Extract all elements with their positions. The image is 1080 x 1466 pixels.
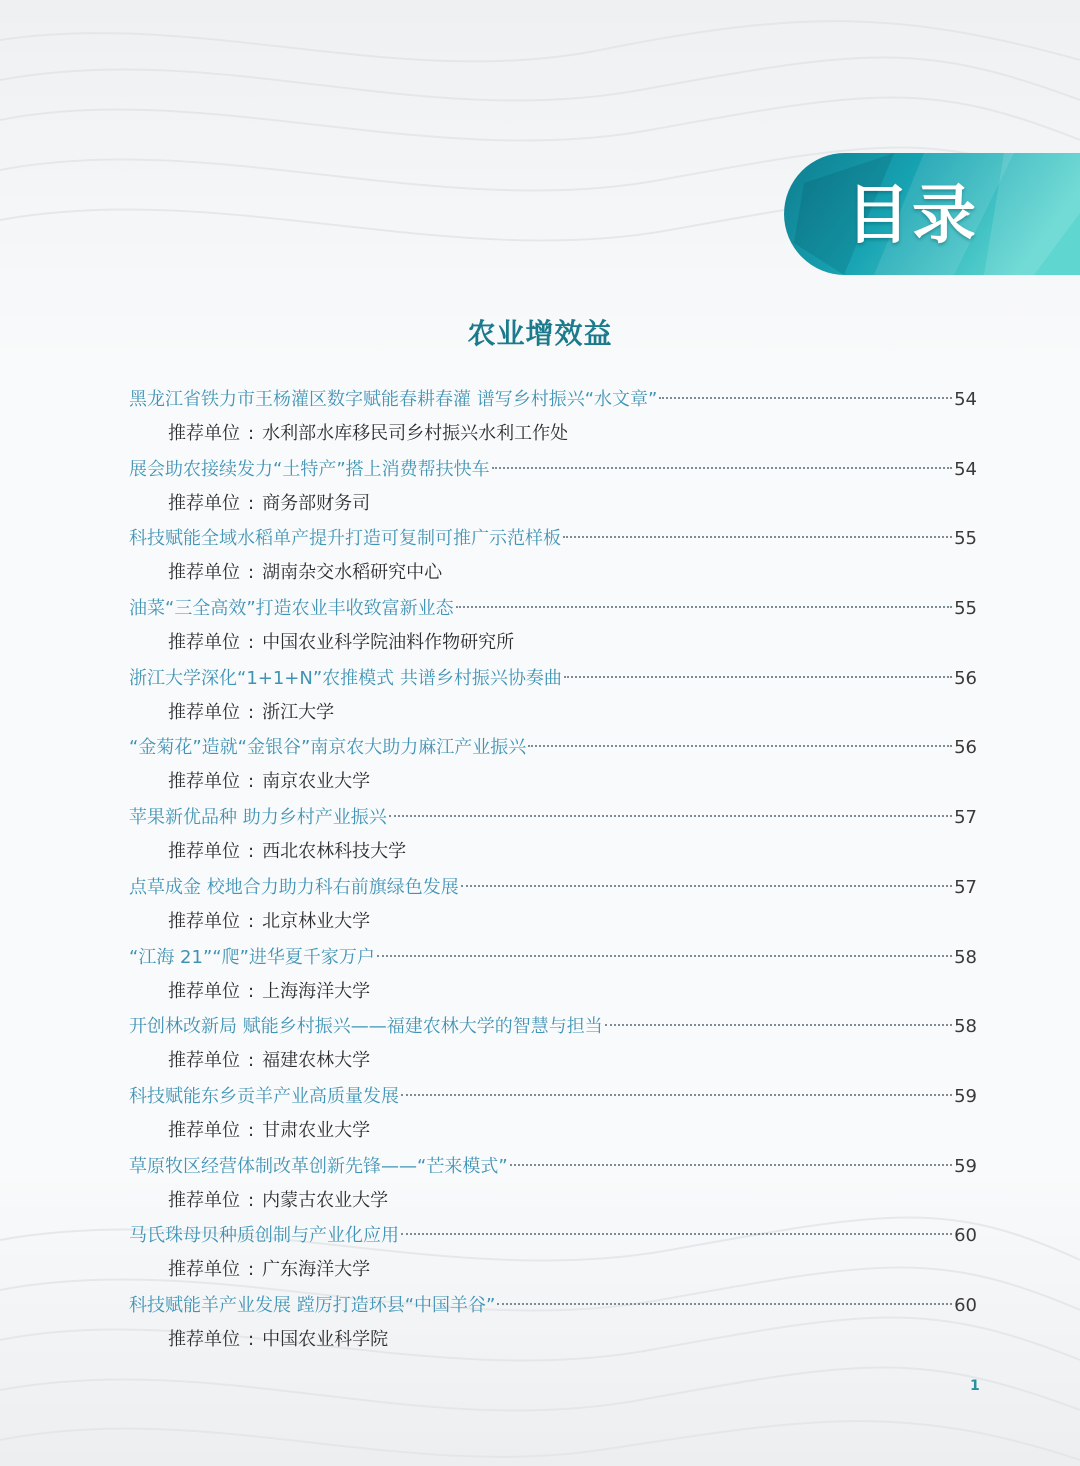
recommender-separator: : bbox=[248, 1189, 255, 1211]
toc-entry bbox=[129, 592, 977, 662]
entry-title: 展会助农接续发力“土特产”搭上消费帮扶快车 bbox=[129, 458, 490, 480]
entry-title: 苹果新优品种 助力乡村产业振兴 bbox=[129, 807, 387, 829]
recommender-line bbox=[129, 696, 977, 730]
recommender-line bbox=[129, 1114, 977, 1148]
toc-entry bbox=[129, 801, 977, 871]
recommender-name: 广东海洋大学 bbox=[262, 1259, 371, 1281]
entry-title: “金菊花”造就“金银谷”南京农大助力麻江产业振兴 bbox=[129, 737, 527, 759]
toc-entry-link[interactable] bbox=[129, 1010, 977, 1044]
dot-leader bbox=[492, 467, 952, 469]
recommender-label: 推荐单位 bbox=[168, 841, 240, 863]
table-of-contents bbox=[129, 383, 977, 1359]
toc-entry-link[interactable] bbox=[129, 1150, 977, 1184]
recommender-line bbox=[129, 556, 977, 590]
recommender-name: 水利部水库移民司乡村振兴水利工作处 bbox=[262, 423, 569, 444]
recommender-line bbox=[129, 1323, 977, 1357]
entry-page-number: 54 bbox=[954, 389, 977, 410]
entry-title: 科技赋能东乡贡羊产业高质量发展 bbox=[129, 1085, 399, 1107]
entry-title: 油菜“三全高效”打造农业丰收致富新业态 bbox=[129, 598, 454, 620]
recommender-label: 推荐单位 bbox=[168, 1050, 240, 1072]
recommender-separator: : bbox=[248, 632, 255, 654]
recommender-line bbox=[129, 417, 977, 451]
recommender-line bbox=[129, 626, 977, 660]
entry-page-number: 59 bbox=[954, 1155, 977, 1177]
toc-entry-link[interactable] bbox=[129, 662, 977, 696]
recommender-label: 推荐单位 bbox=[168, 562, 240, 584]
recommender-separator: : bbox=[248, 910, 255, 932]
toc-entry bbox=[129, 453, 977, 523]
dot-leader bbox=[659, 397, 952, 399]
toc-entry bbox=[129, 731, 977, 801]
recommender-separator: : bbox=[248, 423, 255, 444]
recommender-name: 商务部财务司 bbox=[262, 492, 371, 514]
recommender-line bbox=[129, 1044, 977, 1078]
dot-leader bbox=[563, 536, 952, 538]
recommender-line bbox=[129, 487, 977, 521]
entry-page-number: 60 bbox=[954, 1294, 977, 1316]
toc-entry-link[interactable] bbox=[129, 383, 977, 417]
entry-title: “江海 21”“爬”进华夏千家万户 bbox=[129, 946, 375, 968]
entry-page-number: 56 bbox=[954, 667, 977, 689]
recommender-label: 推荐单位 bbox=[168, 1189, 240, 1211]
recommender-line bbox=[129, 1184, 977, 1218]
dot-leader bbox=[564, 676, 952, 678]
toc-entry-link[interactable] bbox=[129, 731, 977, 765]
recommender-line bbox=[129, 975, 977, 1009]
toc-entry-link[interactable] bbox=[129, 801, 977, 835]
recommender-separator: : bbox=[248, 841, 255, 863]
entry-title: 黑龙江省铁力市王杨灌区数字赋能春耕春灌 谱写乡村振兴“水文章” bbox=[129, 389, 658, 410]
dot-leader bbox=[401, 1094, 952, 1096]
dot-leader bbox=[497, 1303, 952, 1305]
recommender-name: 湖南杂交水稻研究中心 bbox=[262, 562, 443, 584]
entry-title: 开创林改新局 赋能乡村振兴——福建农林大学的智慧与担当 bbox=[129, 1016, 603, 1038]
recommender-label: 推荐单位 bbox=[168, 1119, 240, 1141]
section-title: 农业增效益 bbox=[467, 317, 613, 350]
recommender-separator: : bbox=[248, 1328, 255, 1350]
entry-page-number: 56 bbox=[954, 737, 977, 759]
toc-entry-link[interactable] bbox=[129, 1219, 977, 1253]
toc-entry-link[interactable] bbox=[129, 941, 977, 975]
dot-leader bbox=[510, 1164, 952, 1166]
recommender-label: 推荐单位 bbox=[168, 771, 240, 793]
toc-entry-link[interactable] bbox=[129, 453, 977, 487]
dot-leader bbox=[456, 606, 952, 608]
recommender-name: 内蒙古农业大学 bbox=[262, 1189, 389, 1211]
page-number: 1 bbox=[970, 1378, 980, 1394]
entry-title: 点草成金 校地合力助力科右前旗绿色发展 bbox=[129, 876, 459, 898]
toc-entry bbox=[129, 1080, 977, 1150]
recommender-name: 浙江大学 bbox=[262, 701, 335, 723]
toc-entry-link[interactable] bbox=[129, 1080, 977, 1114]
entry-title: 草原牧区经营体制改革创新先锋——“芒来模式” bbox=[129, 1155, 508, 1177]
entry-page-number: 57 bbox=[954, 876, 977, 898]
recommender-name: 北京林业大学 bbox=[262, 910, 371, 932]
recommender-name: 西北农林科技大学 bbox=[262, 841, 407, 863]
recommender-label: 推荐单位 bbox=[168, 980, 240, 1002]
recommender-name: 甘肃农业大学 bbox=[262, 1119, 371, 1141]
recommender-line bbox=[129, 905, 977, 939]
entry-page-number: 57 bbox=[954, 807, 977, 829]
toc-entry-link[interactable] bbox=[129, 1289, 977, 1323]
recommender-label: 推荐单位 bbox=[168, 701, 240, 723]
toc-heading: 目录 bbox=[846, 179, 978, 253]
recommender-line bbox=[129, 835, 977, 869]
dot-leader bbox=[461, 885, 952, 887]
entry-page-number: 58 bbox=[954, 946, 977, 968]
recommender-name: 福建农林大学 bbox=[262, 1050, 371, 1072]
toc-entry-link[interactable] bbox=[129, 871, 977, 905]
recommender-separator: : bbox=[248, 1119, 255, 1141]
recommender-separator: : bbox=[248, 492, 255, 514]
toc-entry bbox=[129, 1219, 977, 1289]
entry-page-number: 55 bbox=[954, 598, 977, 620]
recommender-name: 中国农业科学院油料作物研究所 bbox=[262, 632, 515, 654]
toc-entry bbox=[129, 1289, 977, 1359]
recommender-name: 上海海洋大学 bbox=[262, 980, 371, 1002]
toc-entry-link[interactable] bbox=[129, 522, 977, 556]
entry-page-number: 59 bbox=[954, 1085, 977, 1107]
entry-title: 浙江大学深化“1+1+N”农推模式 共谱乡村振兴协奏曲 bbox=[129, 667, 562, 689]
toc-entry bbox=[129, 871, 977, 941]
toc-entry bbox=[129, 1150, 977, 1220]
toc-entry bbox=[129, 941, 977, 1011]
dot-leader bbox=[528, 745, 952, 747]
entry-title: 科技赋能羊产业发展 蹚厉打造环县“中国羊谷” bbox=[129, 1294, 496, 1316]
recommender-separator: : bbox=[248, 562, 255, 584]
recommender-label: 推荐单位 bbox=[168, 1328, 240, 1350]
entry-page-number: 58 bbox=[954, 1016, 977, 1038]
recommender-separator: : bbox=[248, 1050, 255, 1072]
recommender-line bbox=[129, 1253, 977, 1287]
recommender-name: 南京农业大学 bbox=[262, 771, 371, 793]
toc-entry-link[interactable] bbox=[129, 592, 977, 626]
recommender-label: 推荐单位 bbox=[168, 492, 240, 514]
recommender-separator: : bbox=[248, 771, 255, 793]
recommender-separator: : bbox=[248, 1259, 255, 1281]
entry-page-number: 54 bbox=[954, 458, 977, 480]
toc-entry bbox=[129, 662, 977, 732]
toc-entry bbox=[129, 1010, 977, 1080]
dot-leader bbox=[389, 815, 952, 817]
recommender-label: 推荐单位 bbox=[168, 423, 240, 444]
recommender-name: 中国农业科学院 bbox=[262, 1328, 389, 1350]
recommender-separator: : bbox=[248, 980, 255, 1002]
dot-leader bbox=[605, 1024, 952, 1026]
recommender-label: 推荐单位 bbox=[168, 910, 240, 932]
dot-leader bbox=[377, 955, 952, 957]
recommender-separator: : bbox=[248, 701, 255, 723]
toc-entry bbox=[129, 383, 977, 453]
dot-leader bbox=[401, 1233, 952, 1235]
recommender-line bbox=[129, 765, 977, 799]
entry-title: 科技赋能全域水稻单产提升打造可复制可推广示范样板 bbox=[129, 528, 561, 550]
toc-entry bbox=[129, 522, 977, 592]
entry-page-number: 60 bbox=[954, 1225, 977, 1247]
entry-title: 马氏珠母贝种质创制与产业化应用 bbox=[129, 1225, 399, 1247]
recommender-label: 推荐单位 bbox=[168, 1259, 240, 1281]
recommender-label: 推荐单位 bbox=[168, 632, 240, 654]
entry-page-number: 55 bbox=[954, 528, 977, 550]
